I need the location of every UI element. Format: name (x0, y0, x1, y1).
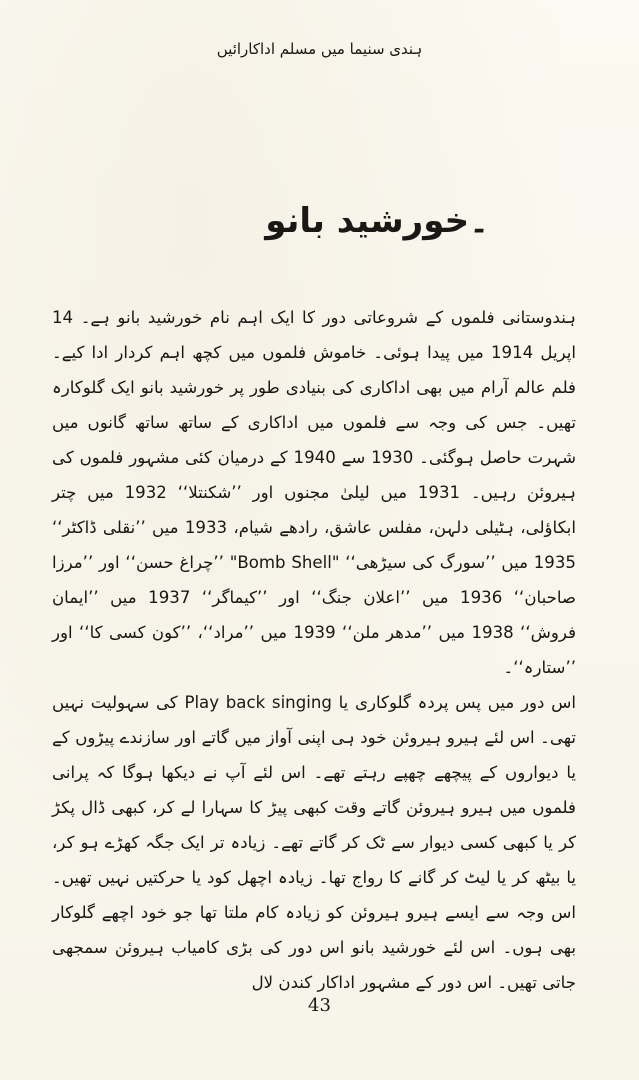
running-header: ہندی سنیما میں مسلم اداکارائیں (216, 40, 423, 58)
paragraph-2 (52, 685, 576, 1000)
chapter-title: ۔خورشید بانو (265, 201, 489, 241)
paragraph-1 (52, 300, 576, 685)
paragraph-2-text: اس دور میں پس پردہ گلوکاری یا Play back singing کی سہولیت نہیں تھی۔ اس لئے ہیرو ہیروئن خود ہی اپنی آواز میں گاتے اور سازندے پیڑوں کے یا دیواروں کے پیچھے چھپے رہتے تھے۔ اس لئے آپ نے دیکھا ہوگا کہ پرانی فلموں میں ہیرو ہیروئن گاتے وقت کبھی پیڑ کا سہارا لے کر، کبھی ڈال پکڑ کر یا کبھی کسی دیوار سے ٹک کر گاتے تھے۔ زیادہ تر ایک جگہ کھڑے ہو کر، یا بیٹھ کر یا لیٹ کر گانے کا رواج تھا۔ زیادہ اچھل کود یا حرکتیں نہیں تھیں۔ اس وجہ سے ایسے ہیرو ہیروئن کو زیادہ کام ملتا تھا جو خود اچھے گلوکار بھی ہوں۔ اس لئے خورشید بانو اس دور کی بڑی کامیاب ہیروئن سمجھی جاتی تھیں۔ اس دور کے مشہور اداکار کندن لال (52, 693, 576, 992)
page-number: 43 (308, 995, 331, 1016)
paragraph-1-text: ہندوستانی فلموں کے شروعاتی دور کا ایک اہم نام خورشید بانو ہے۔ 14 اپریل 1914 میں پیدا ہوئی۔ خاموش فلموں میں کچھ اہم کردار ادا کیے۔ فلم عالم آرام میں بھی اداکاری کی بنیادی طور پر خورشید بانو ایک گلوکارہ تھیں۔ جس کی وجہ سے فلموں میں اداکاری کے ساتھ ساتھ گانوں میں شہرت حاصل ہوگئی۔ 1930 سے 1940 کے درمیان کئی مشہور فلموں کی ہیروئن رہیں۔ 1931 میں لیلیٰ مجنوں اور ’’شکنتلا‘‘ 1932 میں چتر ابکاؤلی، ہٹیلی دلہن، مفلس عاشق، رادھے شیام، 1933 میں ’’نقلی ڈاکٹر‘‘ 1935 میں ’’سورگ کی سیڑھی‘‘ "Bomb Shell" ’’چراغ حسن‘‘ اور ’’مرزا صاحبان‘‘ 1936 میں ’’اعلان جنگ‘‘ اور ’’کیماگر‘‘ 1937 میں ’’ایمان فروش‘‘ 1938 میں ’’مدھر ملن‘‘ 1939 میں ’’مراد‘‘، ’’کون کسی کا‘‘ اور ’’ستارہ‘‘۔ (52, 308, 577, 677)
